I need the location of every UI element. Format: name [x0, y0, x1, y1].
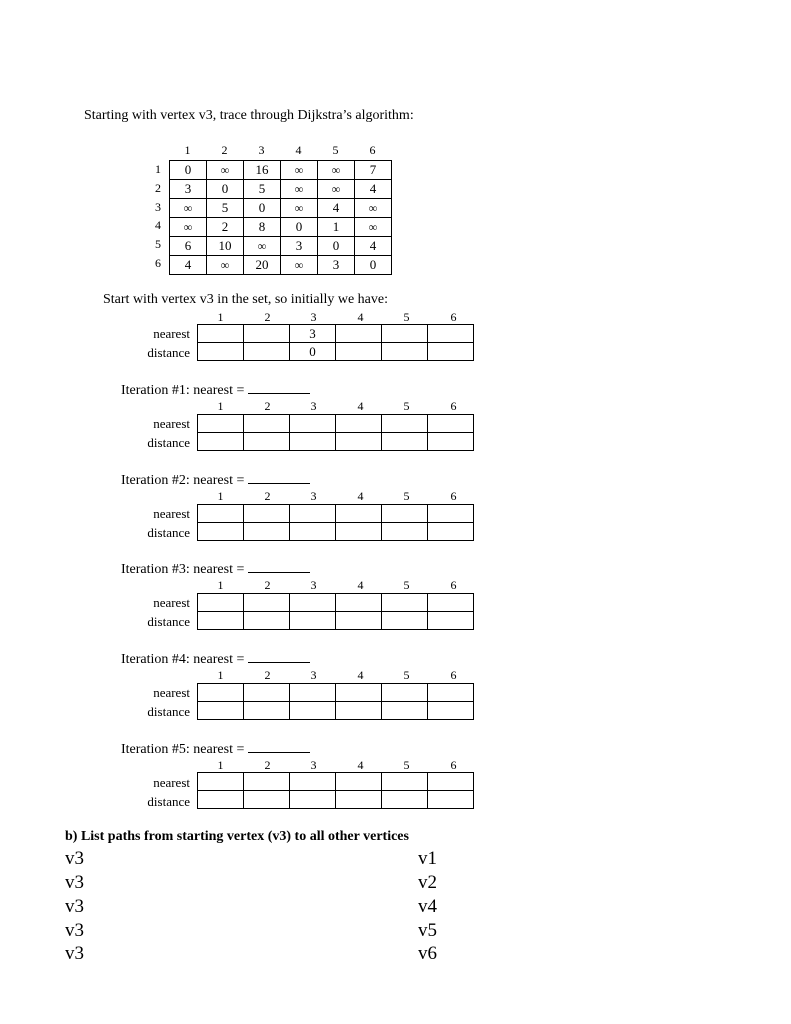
- matrix-cell: ∞: [207, 256, 244, 275]
- nearest-cell[interactable]: [244, 773, 290, 791]
- nearest-row: [198, 594, 474, 612]
- iteration-label-text: Iteration #5: nearest =: [121, 742, 245, 757]
- path-to: v6: [418, 943, 437, 964]
- iteration-table: [197, 772, 474, 809]
- matrix-cell: 5: [207, 199, 244, 218]
- distance-cell[interactable]: [336, 523, 382, 541]
- distance-cell[interactable]: [198, 702, 244, 720]
- matrix-cell: 0: [244, 199, 281, 218]
- row-label-distance: distance: [147, 794, 190, 809]
- nearest-cell[interactable]: [428, 773, 474, 791]
- matrix-cell: 10: [207, 237, 244, 256]
- distance-cell[interactable]: [336, 702, 382, 720]
- matrix-cell: 3: [170, 180, 207, 199]
- distance-row: [198, 523, 474, 541]
- distance-row: [198, 612, 474, 630]
- matrix-cell: 7: [355, 161, 392, 180]
- nearest-cell[interactable]: [428, 684, 474, 702]
- distance-cell[interactable]: [290, 791, 336, 809]
- grid-col-header: 4: [357, 668, 364, 682]
- matrix-cell: 4: [355, 237, 392, 256]
- nearest-cell[interactable]: [290, 505, 336, 523]
- row-label-nearest: nearest: [153, 685, 190, 700]
- distance-cell: 0: [290, 343, 336, 361]
- matrix-cell: ∞: [170, 218, 207, 237]
- distance-cell[interactable]: [428, 702, 474, 720]
- grid-col-header: 4: [357, 310, 364, 324]
- grid-col-header: 5: [403, 578, 410, 592]
- distance-cell[interactable]: [244, 433, 290, 451]
- distance-row: [198, 791, 474, 809]
- matrix-row-header: 5: [155, 237, 161, 251]
- iteration-table: [197, 414, 474, 451]
- grid-col-header: 3: [310, 578, 317, 592]
- intro-text: Starting with vertex v3, trace through Dijkstra’s algorithm:: [84, 108, 414, 123]
- nearest-cell[interactable]: [290, 773, 336, 791]
- distance-cell[interactable]: [290, 612, 336, 630]
- nearest-answer-blank[interactable]: [248, 560, 310, 573]
- path-to: v2: [418, 872, 437, 893]
- grid-col-header: 2: [264, 399, 271, 413]
- distance-cell[interactable]: [198, 612, 244, 630]
- nearest-cell[interactable]: [244, 594, 290, 612]
- path-to: v1: [418, 848, 437, 869]
- part-b-heading: b) List paths from starting vertex (v3) to all other vertices: [65, 829, 409, 844]
- matrix-row-header: 3: [155, 200, 161, 214]
- matrix-cell: 2: [207, 218, 244, 237]
- grid-col-header: 6: [450, 489, 457, 503]
- nearest-answer-blank[interactable]: [248, 650, 310, 663]
- iteration-label: [121, 471, 310, 489]
- grid-col-header: 4: [357, 758, 364, 772]
- distance-cell[interactable]: [382, 702, 428, 720]
- matrix-cell: 3: [281, 237, 318, 256]
- nearest-cell[interactable]: [428, 594, 474, 612]
- distance-row: [198, 433, 474, 451]
- grid-col-header: 6: [450, 310, 457, 324]
- grid-col-header: 2: [264, 758, 271, 772]
- row-label-distance: distance: [147, 704, 190, 719]
- nearest-cell[interactable]: [336, 505, 382, 523]
- matrix-cell: 3: [318, 256, 355, 275]
- iteration-table: [197, 593, 474, 630]
- matrix-cell: ∞: [244, 237, 281, 256]
- matrix-col-header: 3: [258, 143, 265, 157]
- distance-cell[interactable]: [244, 702, 290, 720]
- nearest-cell[interactable]: [290, 684, 336, 702]
- row-label-nearest: nearest: [153, 775, 190, 790]
- nearest-cell[interactable]: [428, 505, 474, 523]
- distance-cell[interactable]: [382, 612, 428, 630]
- nearest-cell[interactable]: [244, 415, 290, 433]
- matrix-cell: ∞: [207, 161, 244, 180]
- matrix-cell: ∞: [281, 161, 318, 180]
- nearest-cell[interactable]: [198, 684, 244, 702]
- adjacency-matrix: [169, 160, 392, 275]
- nearest-cell[interactable]: [198, 505, 244, 523]
- distance-cell[interactable]: [336, 791, 382, 809]
- matrix-cell: 0: [207, 180, 244, 199]
- matrix-row: [170, 199, 392, 218]
- nearest-cell[interactable]: [336, 415, 382, 433]
- iteration-label: [121, 560, 310, 578]
- row-label-distance: distance: [147, 345, 190, 360]
- grid-col-header: 1: [217, 758, 224, 772]
- row-label-nearest: nearest: [153, 595, 190, 610]
- grid-col-header: 5: [403, 758, 410, 772]
- initial-table: [197, 324, 474, 361]
- matrix-cell: ∞: [318, 161, 355, 180]
- path-from: v3: [65, 848, 84, 869]
- matrix-col-header: 5: [332, 143, 339, 157]
- matrix-cell: 0: [355, 256, 392, 275]
- grid-col-header: 1: [217, 578, 224, 592]
- grid-col-header: 5: [403, 399, 410, 413]
- distance-cell[interactable]: [198, 523, 244, 541]
- grid-col-header: 6: [450, 758, 457, 772]
- row-label-distance: distance: [147, 435, 190, 450]
- matrix-col-header: 2: [221, 143, 228, 157]
- iteration-label-text: Iteration #4: nearest =: [121, 652, 245, 667]
- grid-col-header: 4: [357, 399, 364, 413]
- nearest-cell: 3: [290, 325, 336, 343]
- matrix-row: [170, 218, 392, 237]
- matrix-row-header: 2: [155, 181, 161, 195]
- grid-col-header: 6: [450, 668, 457, 682]
- grid-col-header: 2: [264, 489, 271, 503]
- nearest-answer-blank[interactable]: [248, 381, 310, 394]
- nearest-row: [198, 325, 474, 343]
- iteration-label-text: Iteration #2: nearest =: [121, 473, 245, 488]
- grid-col-header: 2: [264, 668, 271, 682]
- matrix-cell: ∞: [318, 180, 355, 199]
- distance-cell[interactable]: [382, 433, 428, 451]
- grid-col-header: 3: [310, 489, 317, 503]
- grid-col-header: 4: [357, 578, 364, 592]
- distance-cell[interactable]: [428, 523, 474, 541]
- nearest-cell[interactable]: [198, 415, 244, 433]
- nearest-cell[interactable]: [382, 415, 428, 433]
- matrix-cell: ∞: [355, 199, 392, 218]
- grid-col-header: 2: [264, 578, 271, 592]
- distance-cell[interactable]: [428, 791, 474, 809]
- matrix-row: [170, 161, 392, 180]
- grid-col-header: 3: [310, 758, 317, 772]
- matrix-col-header: 4: [295, 143, 302, 157]
- iteration-label: [121, 650, 310, 668]
- distance-cell: [244, 343, 290, 361]
- path-from: v3: [65, 920, 84, 941]
- nearest-cell[interactable]: [382, 594, 428, 612]
- matrix-cell: 5: [244, 180, 281, 199]
- matrix-cell: 20: [244, 256, 281, 275]
- iteration-label-text: Iteration #3: nearest =: [121, 562, 245, 577]
- grid-col-header: 1: [217, 668, 224, 682]
- nearest-row: [198, 684, 474, 702]
- row-label-nearest: nearest: [153, 506, 190, 521]
- distance-cell: [428, 343, 474, 361]
- nearest-cell[interactable]: [290, 594, 336, 612]
- distance-cell[interactable]: [290, 702, 336, 720]
- nearest-row: [198, 415, 474, 433]
- grid-col-header: 6: [450, 578, 457, 592]
- distance-cell[interactable]: [244, 523, 290, 541]
- distance-cell: [382, 343, 428, 361]
- grid-col-header: 5: [403, 668, 410, 682]
- grid-col-header: 2: [264, 310, 271, 324]
- matrix-cell: 16: [244, 161, 281, 180]
- distance-cell[interactable]: [244, 612, 290, 630]
- distance-cell[interactable]: [244, 791, 290, 809]
- distance-cell[interactable]: [336, 433, 382, 451]
- matrix-cell: ∞: [281, 199, 318, 218]
- grid-col-header: 3: [310, 668, 317, 682]
- matrix-row-header: 4: [155, 218, 161, 232]
- nearest-cell[interactable]: [290, 415, 336, 433]
- matrix-cell: 0: [170, 161, 207, 180]
- grid-col-header: 6: [450, 399, 457, 413]
- nearest-cell: [336, 325, 382, 343]
- distance-cell[interactable]: [290, 433, 336, 451]
- grid-col-header: 5: [403, 310, 410, 324]
- nearest-cell: [382, 325, 428, 343]
- distance-cell[interactable]: [290, 523, 336, 541]
- distance-cell: [336, 343, 382, 361]
- distance-row: [198, 702, 474, 720]
- iteration-label-text: Iteration #1: nearest =: [121, 383, 245, 398]
- matrix-cell: 4: [355, 180, 392, 199]
- matrix-cell: 6: [170, 237, 207, 256]
- nearest-cell[interactable]: [336, 773, 382, 791]
- nearest-cell[interactable]: [428, 415, 474, 433]
- matrix-row-header: 1: [155, 162, 161, 176]
- nearest-cell: [428, 325, 474, 343]
- grid-col-header: 3: [310, 310, 317, 324]
- matrix-col-header: 1: [184, 143, 191, 157]
- nearest-row: [198, 773, 474, 791]
- nearest-cell[interactable]: [382, 773, 428, 791]
- nearest-answer-blank[interactable]: [248, 471, 310, 484]
- row-label-distance: distance: [147, 614, 190, 629]
- nearest-cell[interactable]: [198, 594, 244, 612]
- matrix-cell: ∞: [355, 218, 392, 237]
- nearest-answer-blank[interactable]: [248, 740, 310, 753]
- row-label-nearest: nearest: [153, 326, 190, 341]
- matrix-cell: 0: [281, 218, 318, 237]
- path-from: v3: [65, 896, 84, 917]
- grid-col-header: 4: [357, 489, 364, 503]
- matrix-row: [170, 237, 392, 256]
- matrix-cell: 8: [244, 218, 281, 237]
- distance-cell[interactable]: [382, 523, 428, 541]
- nearest-row: [198, 505, 474, 523]
- iteration-table: [197, 504, 474, 541]
- nearest-cell[interactable]: [382, 505, 428, 523]
- path-from: v3: [65, 943, 84, 964]
- matrix-cell: ∞: [170, 199, 207, 218]
- matrix-cell: ∞: [281, 256, 318, 275]
- grid-col-header: 1: [217, 489, 224, 503]
- grid-col-header: 1: [217, 310, 224, 324]
- matrix-row: [170, 256, 392, 275]
- path-to: v4: [418, 896, 437, 917]
- nearest-cell[interactable]: [336, 684, 382, 702]
- distance-row: [198, 343, 474, 361]
- matrix-col-header: 6: [369, 143, 376, 157]
- grid-col-header: 5: [403, 489, 410, 503]
- start-heading: Start with vertex v3 in the set, so initially we have:: [103, 292, 388, 307]
- nearest-cell[interactable]: [244, 505, 290, 523]
- distance-cell: [198, 343, 244, 361]
- nearest-cell: [244, 325, 290, 343]
- matrix-row-header: 6: [155, 256, 161, 270]
- path-from: v3: [65, 872, 84, 893]
- iteration-label: [121, 740, 310, 758]
- path-to: v5: [418, 920, 437, 941]
- nearest-cell: [198, 325, 244, 343]
- matrix-cell: ∞: [281, 180, 318, 199]
- matrix-cell: 4: [318, 199, 355, 218]
- nearest-cell[interactable]: [336, 594, 382, 612]
- iteration-table: [197, 683, 474, 720]
- nearest-cell[interactable]: [382, 684, 428, 702]
- nearest-cell[interactable]: [198, 773, 244, 791]
- grid-col-header: 1: [217, 399, 224, 413]
- distance-cell[interactable]: [198, 791, 244, 809]
- matrix-row: [170, 180, 392, 199]
- row-label-distance: distance: [147, 525, 190, 540]
- matrix-cell: 0: [318, 237, 355, 256]
- distance-cell[interactable]: [198, 433, 244, 451]
- iteration-label: [121, 381, 310, 399]
- distance-cell[interactable]: [382, 791, 428, 809]
- matrix-cell: 4: [170, 256, 207, 275]
- distance-cell[interactable]: [336, 612, 382, 630]
- distance-cell[interactable]: [428, 612, 474, 630]
- grid-col-header: 3: [310, 399, 317, 413]
- row-label-nearest: nearest: [153, 416, 190, 431]
- matrix-cell: 1: [318, 218, 355, 237]
- nearest-cell[interactable]: [244, 684, 290, 702]
- distance-cell[interactable]: [428, 433, 474, 451]
